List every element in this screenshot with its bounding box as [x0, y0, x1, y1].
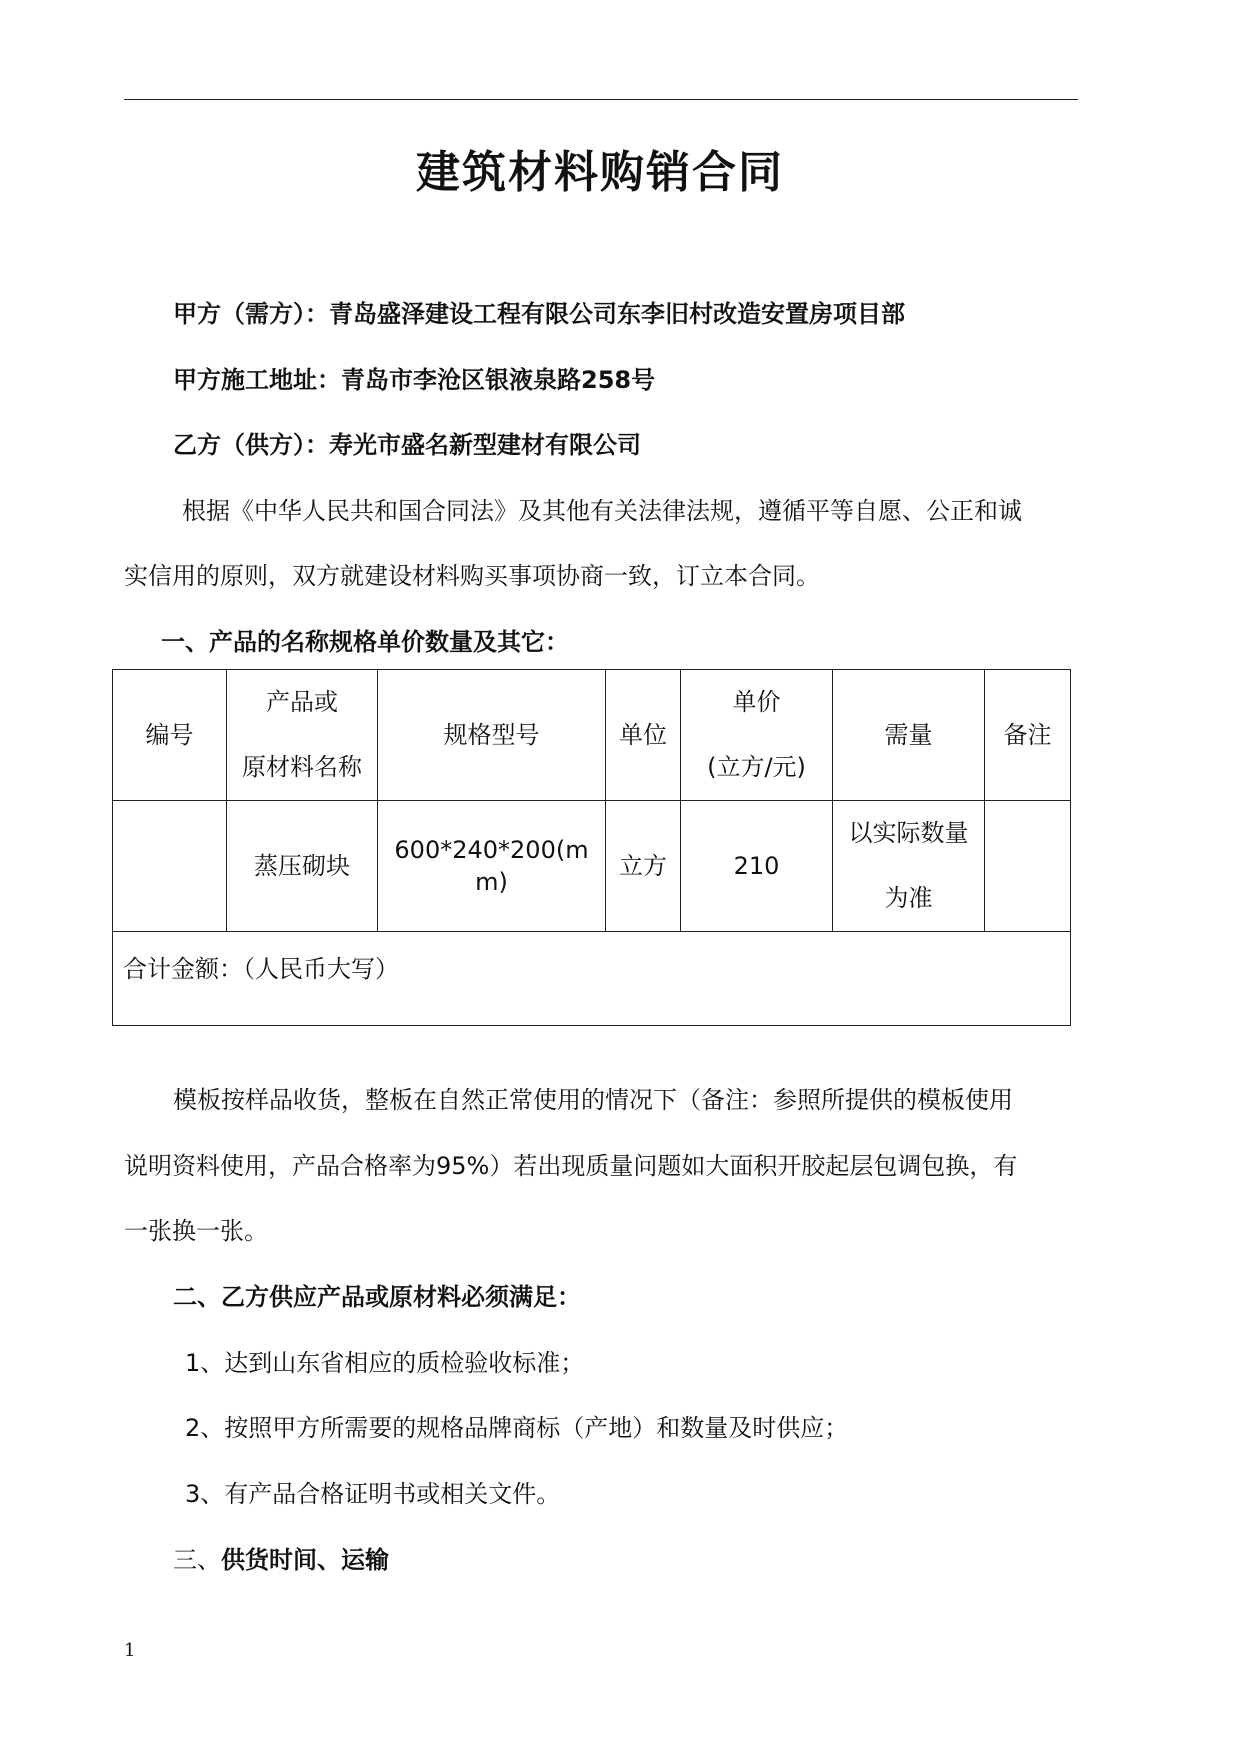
header-name-line1: 产品或	[266, 688, 338, 716]
cell-qty-line2: 为准	[884, 884, 933, 912]
header-price	[681, 670, 833, 801]
template-line-2: 说明资料使用，产品合格率为95%）若出现质量问题如大面积开胶起层包调包换，有	[124, 1152, 1018, 1180]
section1-title: 一、产品的名称规格单价数量及其它：	[161, 628, 569, 656]
header-rule	[124, 99, 1078, 100]
section2-item-2: 2、按照甲方所需要的规格品牌商标（产地）和数量及时供应；	[185, 1414, 849, 1442]
table-header-row	[113, 670, 1071, 801]
header-qty: 需量	[833, 670, 985, 801]
header-price-line2: (立方/元)	[707, 753, 806, 781]
section3-title: 供货时间、运输	[221, 1546, 389, 1574]
section3-heading	[173, 1540, 389, 1575]
cell-no	[113, 801, 227, 932]
intro-line-1: 根据《中华人民共和国合同法》及其他有关法律法规，遵循平等自愿、公正和诚	[182, 497, 1022, 525]
header-remark: 备注	[985, 670, 1071, 801]
cell-qty-line1: 以实际数量	[848, 819, 969, 847]
total-amount-label: 合计金额：（人民币大写）	[113, 932, 1071, 1026]
section2-title: 二、乙方供应产品或原材料必须满足：	[173, 1283, 581, 1311]
page-number: 1	[124, 1640, 136, 1661]
contract-title: 建筑材料购销合同	[416, 147, 784, 198]
header-price-line1: 单价	[732, 688, 781, 716]
cell-spec: 600*240*200(mm)	[378, 801, 606, 932]
party-b: 乙方（供方）：寿光市盛名新型建材有限公司	[173, 431, 641, 459]
intro-line-2: 实信用的原则，双方就建设材料购买事项协商一致，订立本合同。	[124, 562, 820, 590]
party-a-address: 甲方施工地址：青岛市李沧区银液泉路258号	[173, 366, 656, 394]
header-unit: 单位	[606, 670, 681, 801]
cell-name: 蒸压砌块	[227, 801, 378, 932]
party-a: 甲方（需方）：青岛盛泽建设工程有限公司东李旧村改造安置房项目部	[173, 300, 905, 328]
template-line-1: 模板按样品收货，整板在自然正常使用的情况下（备注：参照所提供的模板使用	[173, 1086, 1013, 1114]
header-name	[227, 670, 378, 801]
header-spec: 规格型号	[378, 670, 606, 801]
cell-unit: 立方	[606, 801, 681, 932]
section2-item-1: 1、达到山东省相应的质检验收标准；	[185, 1349, 585, 1377]
cell-qty	[833, 801, 985, 932]
header-no: 编号	[113, 670, 227, 801]
table-total-row	[113, 932, 1071, 1026]
header-name-line2: 原材料名称	[242, 753, 362, 781]
section2-item-3: 3、有产品合格证明书或相关文件。	[185, 1480, 561, 1508]
cell-price: 210	[681, 801, 833, 932]
cell-remark	[985, 801, 1071, 932]
product-table	[112, 669, 1071, 1026]
table-row	[113, 801, 1071, 932]
section3-prefix: 三、	[173, 1546, 221, 1574]
template-line-3: 一张换一张。	[124, 1217, 268, 1245]
